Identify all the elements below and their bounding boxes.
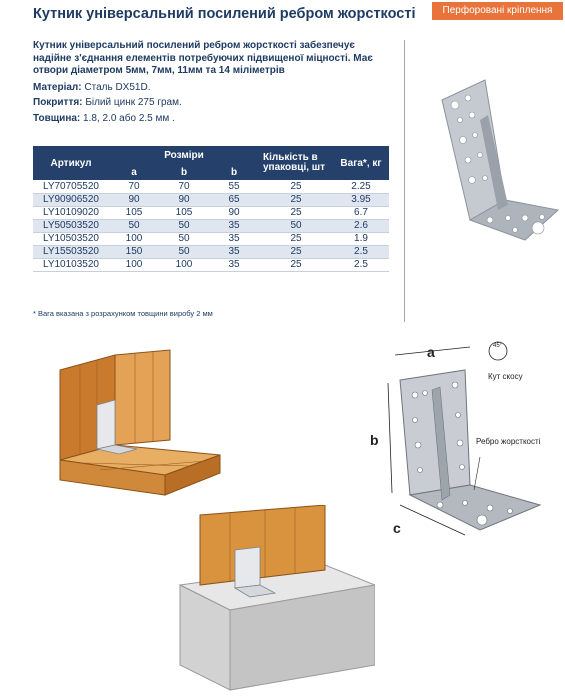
cell-size-a: 50 (109, 219, 159, 232)
cell-size-b2: 35 (209, 258, 259, 271)
cell-quantity: 25 (259, 258, 333, 271)
cell-weight: 3.95 (333, 193, 389, 206)
cell-weight: 2.5 (333, 258, 389, 271)
material-value: Сталь DX51D. (84, 82, 151, 93)
category-badge[interactable]: Перфоровані кріплення (432, 2, 563, 20)
table-row (33, 180, 389, 193)
table-row (33, 232, 389, 245)
cell-quantity: 25 (259, 232, 333, 245)
header-quantity: Кількість в упаковці, шт (259, 146, 333, 180)
product-photo (430, 60, 560, 250)
coating-row (33, 97, 182, 108)
cell-size-b: 50 (159, 219, 209, 232)
cell-size-a: 70 (109, 180, 159, 193)
cell-article: LY90906520 (33, 193, 109, 206)
cell-size-a: 100 (109, 232, 159, 245)
subheader-b2: b (209, 164, 259, 180)
cell-size-b: 105 (159, 206, 209, 219)
dimension-b-label: b (370, 432, 379, 448)
cell-article: LY10109020 (33, 206, 109, 219)
cell-quantity: 50 (259, 219, 333, 232)
cell-size-b: 90 (159, 193, 209, 206)
cell-size-a: 100 (109, 258, 159, 271)
rib-label: Ребро жорсткості (476, 437, 541, 446)
cell-weight: 2.6 (333, 219, 389, 232)
subheader-b: b (159, 164, 209, 180)
angle-label: 45° (493, 343, 503, 349)
product-description: Кутник універсальний посилений ребром жорсткості забезпечує надійне з'єднання елементів потребуючих підвищеної міцності. Має отвори діаметром 5мм, 7мм, 11мм та 14 міліметрів (33, 40, 373, 76)
spec-table-body (33, 180, 389, 271)
cell-size-b2: 35 (209, 245, 259, 258)
material-label: Матеріал: (33, 82, 82, 93)
material-row (33, 82, 150, 93)
header-article: Артикул (33, 146, 109, 180)
header-sizes: Розміри (109, 146, 259, 164)
table-row (33, 245, 389, 258)
coating-value: Білий цинк 275 грам. (85, 97, 182, 108)
cell-size-b: 70 (159, 180, 209, 193)
cell-size-b2: 35 (209, 219, 259, 232)
cell-quantity: 25 (259, 180, 333, 193)
cell-quantity: 25 (259, 245, 333, 258)
thickness-value: 1.8, 2.0 або 2.5 мм . (83, 113, 175, 124)
concrete-base-illustration (175, 505, 375, 695)
cell-article: LY70705520 (33, 180, 109, 193)
dimension-c-label: c (393, 520, 401, 536)
divider (404, 40, 405, 322)
cell-size-b2: 90 (209, 206, 259, 219)
cell-size-b2: 55 (209, 180, 259, 193)
bevel-angle-label: Кут скосу (488, 372, 523, 381)
table-row (33, 206, 389, 219)
spec-table (33, 146, 389, 272)
wood-corner-illustration (45, 345, 225, 505)
cell-size-b2: 65 (209, 193, 259, 206)
cell-weight: 2.5 (333, 245, 389, 258)
coating-label: Покриття: (33, 97, 83, 108)
weight-note: * Вага вказана з розрахунком товщини виробу 2 мм (33, 309, 213, 318)
cell-size-a: 105 (109, 206, 159, 219)
cell-quantity: 25 (259, 206, 333, 219)
cell-weight: 1.9 (333, 232, 389, 245)
cell-size-b2: 35 (209, 232, 259, 245)
cell-article: LY10503520 (33, 232, 109, 245)
cell-size-b: 50 (159, 232, 209, 245)
cell-article: LY50503520 (33, 219, 109, 232)
cell-weight: 2.25 (333, 180, 389, 193)
header-weight: Вага*, кг (333, 146, 389, 180)
cell-size-a: 90 (109, 193, 159, 206)
cell-size-b: 50 (159, 245, 209, 258)
table-row (33, 193, 389, 206)
cell-size-b: 100 (159, 258, 209, 271)
cell-size-a: 150 (109, 245, 159, 258)
cell-article: LY15503520 (33, 245, 109, 258)
dimension-a-label: a (427, 344, 435, 360)
thickness-row (33, 113, 175, 124)
cell-article: LY10103520 (33, 258, 109, 271)
page-title: Кутник універсальний посилений ребром жорсткості (33, 6, 416, 22)
cell-weight: 6.7 (333, 206, 389, 219)
subheader-a: a (109, 164, 159, 180)
thickness-label: Товщина: (33, 113, 81, 124)
table-row (33, 219, 389, 232)
table-row (33, 258, 389, 271)
cell-quantity: 25 (259, 193, 333, 206)
